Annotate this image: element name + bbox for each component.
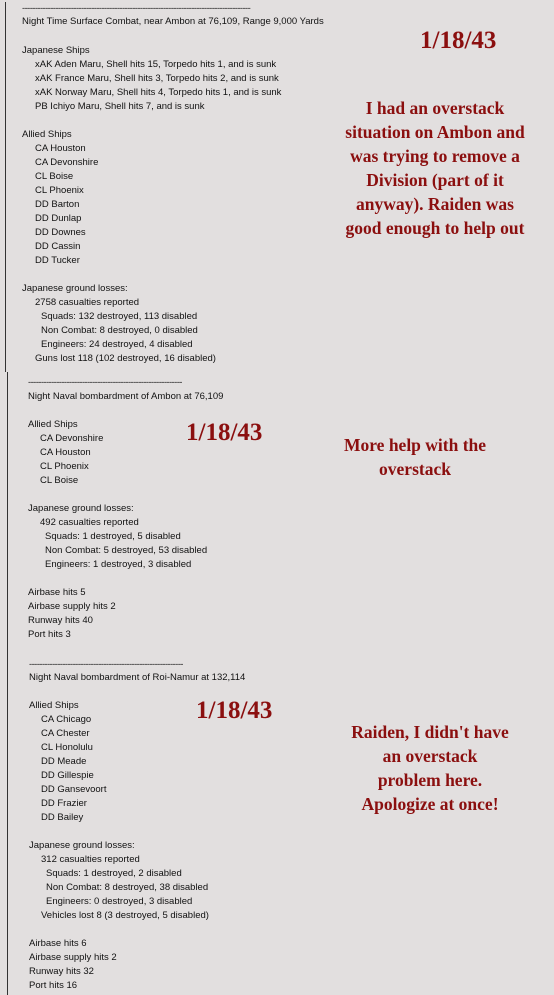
- ground-losses-label: Japanese ground losses:: [22, 283, 128, 294]
- loss-item: Non Combat: 5 destroyed, 53 disabled: [45, 545, 208, 556]
- loss-item: Squads: 1 destroyed, 2 disabled: [46, 868, 182, 879]
- separator-line: ------------------------------------------------------------: [29, 660, 183, 670]
- airbase-item: Port hits 16: [29, 980, 78, 991]
- allied-ship-item: CA Houston: [35, 143, 86, 154]
- allied-ship-item: DD Tucker: [35, 255, 80, 266]
- panel-border: [7, 372, 8, 657]
- combat-report-ambon-bombardment: [0, 372, 554, 657]
- allied-ship-item: CA Devonshire: [35, 157, 99, 168]
- allied-ship-item: DD Downes: [35, 227, 86, 238]
- allied-ship-item: DD Barton: [35, 199, 80, 210]
- allied-ships-label: Allied Ships: [29, 700, 79, 711]
- allied-ship-item: CA Devonshire: [40, 433, 104, 444]
- loss-item: Engineers: 0 destroyed, 3 disabled: [46, 896, 193, 907]
- separator-line: ------------------------------------------------------------: [28, 378, 182, 388]
- vehicles-lost: Vehicles lost 8 (3 destroyed, 5 disabled): [41, 910, 209, 921]
- separator-line: -----------------------------------------------------------------------------------------: [22, 4, 251, 14]
- casualties-count: 2758 casualties reported: [35, 297, 140, 308]
- allied-ship-item: CL Boise: [35, 171, 74, 182]
- allied-ship-item: DD Gillespie: [41, 770, 94, 781]
- allied-ship-item: CL Boise: [40, 475, 79, 486]
- report-date: 1/18/43: [196, 697, 273, 724]
- allied-ship-item: DD Bailey: [41, 812, 84, 823]
- report-date: 1/18/43: [420, 27, 497, 54]
- loss-item: Squads: 132 destroyed, 113 disabled: [41, 311, 198, 322]
- allied-ship-item: CA Chicago: [41, 714, 92, 725]
- airbase-item: Runway hits 40: [28, 615, 93, 626]
- japanese-ships-label: Japanese Ships: [22, 45, 90, 56]
- allied-ship-item: DD Gansevoort: [41, 784, 107, 795]
- allied-ships-label: Allied Ships: [22, 129, 72, 140]
- loss-item: Non Combat: 8 destroyed, 38 disabled: [46, 882, 209, 893]
- ground-losses-label: Japanese ground losses:: [29, 840, 135, 851]
- casualties-count: 492 casualties reported: [40, 517, 139, 528]
- allied-ship-item: CL Phoenix: [40, 461, 89, 472]
- panel-border: [7, 657, 8, 995]
- casualties-count: 312 casualties reported: [41, 854, 140, 865]
- airbase-item: Airbase supply hits 2: [28, 601, 116, 612]
- allied-ship-item: CA Chester: [41, 728, 90, 739]
- loss-item: Squads: 1 destroyed, 5 disabled: [45, 531, 181, 542]
- airbase-item: Runway hits 32: [29, 966, 94, 977]
- loss-item: Non Combat: 8 destroyed, 0 disabled: [41, 325, 198, 336]
- airbase-item: Airbase hits 5: [28, 587, 86, 598]
- japanese-ship-item: xAK France Maru, Shell hits 3, Torpedo hits 2, and is sunk: [35, 73, 279, 84]
- report-header: Night Naval bombardment of Ambon at 76,109: [28, 391, 224, 402]
- allied-ship-item: DD Meade: [41, 756, 87, 767]
- allied-ship-item: CA Houston: [40, 447, 91, 458]
- allied-ship-item: DD Cassin: [35, 241, 81, 252]
- airbase-item: Airbase supply hits 2: [29, 952, 117, 963]
- guns-lost: Guns lost 118 (102 destroyed, 16 disabled): [35, 353, 216, 364]
- allied-ship-item: DD Frazier: [41, 798, 87, 809]
- report-header: Night Time Surface Combat, near Ambon at 76,109, Range 9,000 Yards: [22, 16, 324, 27]
- report-date: 1/18/43: [186, 419, 263, 446]
- annotation-note: More help with the overstack: [343, 435, 487, 479]
- report-header: Night Naval bombardment of Roi-Namur at 132,114: [29, 672, 246, 683]
- ground-losses-label: Japanese ground losses:: [28, 503, 134, 514]
- annotation-note: Raiden, I didn't have an overstack problem here. Apologize at once!: [351, 722, 509, 814]
- combat-report-ambon-surface: [0, 0, 554, 372]
- allied-ship-item: DD Dunlap: [35, 213, 82, 224]
- airbase-item: Port hits 3: [28, 629, 71, 640]
- annotation-note: I had an overstack situation on Ambon and was trying to remove a Division (part of it anyway). Raiden was good enough to help out: [345, 98, 525, 238]
- loss-item: Engineers: 24 destroyed, 4 disabled: [41, 339, 193, 350]
- panel-border: [5, 2, 6, 372]
- japanese-ship-item: PB Ichiyo Maru, Shell hits 7, and is sunk: [35, 101, 205, 112]
- combat-report-roi-namur-bombardment: [0, 657, 554, 995]
- japanese-ship-item: xAK Norway Maru, Shell hits 4, Torpedo hits 1, and is sunk: [35, 87, 282, 98]
- allied-ship-item: CL Honolulu: [41, 742, 93, 753]
- airbase-item: Airbase hits 6: [29, 938, 87, 949]
- allied-ships-label: Allied Ships: [28, 419, 78, 430]
- allied-ship-item: CL Phoenix: [35, 185, 84, 196]
- japanese-ship-item: xAK Aden Maru, Shell hits 15, Torpedo hits 1, and is sunk: [35, 59, 277, 70]
- loss-item: Engineers: 1 destroyed, 3 disabled: [45, 559, 192, 570]
